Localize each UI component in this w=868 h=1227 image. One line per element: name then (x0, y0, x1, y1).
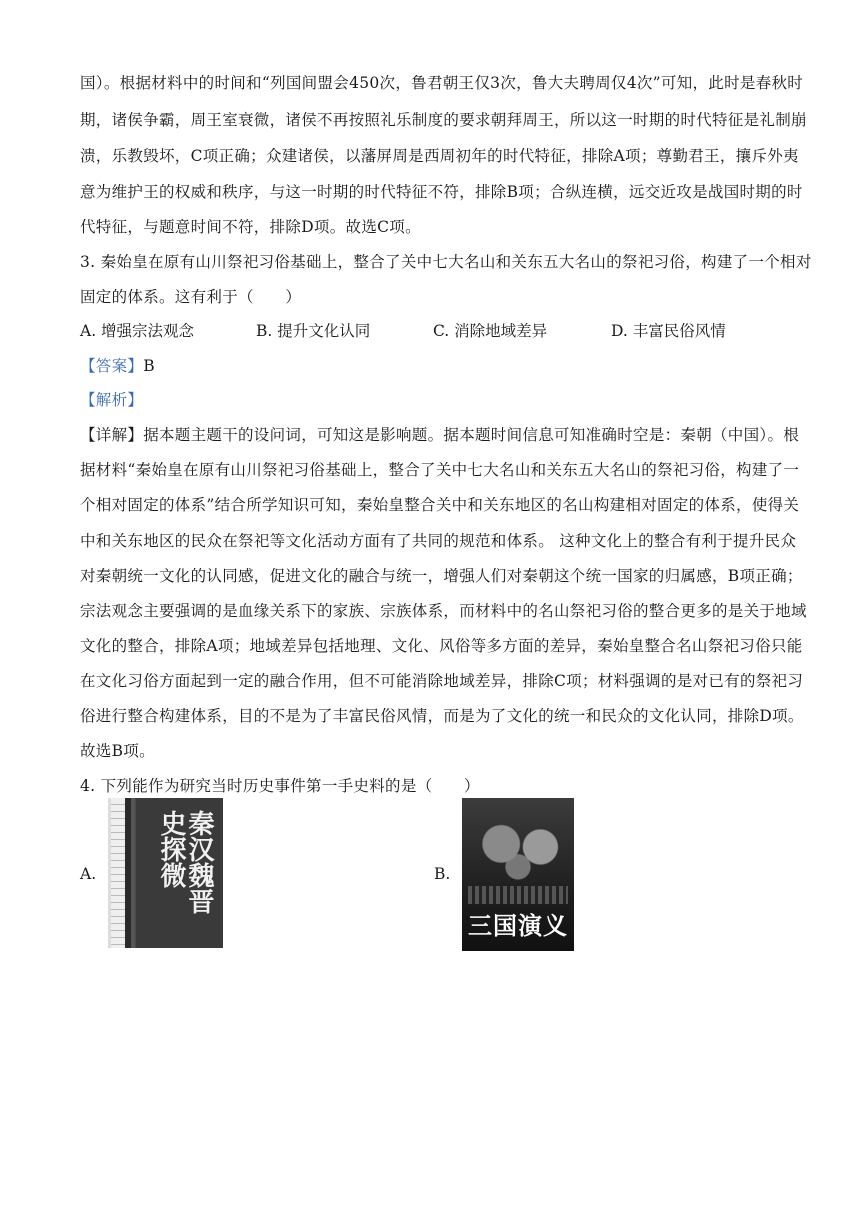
movie-poster-image-b (462, 798, 574, 951)
passage-line: 国）。根据材料中的时间和“列国间盟会450次，鲁君朝王仅3次，鲁大夫聘周仅4次”可知，此时是春秋时 (80, 74, 804, 92)
q3-option-a: A. 增强宗法观念 (80, 322, 195, 340)
passage-line: 期，诸侯争霸，周王室衰微，诸侯不再按照礼乐制度的要求朝拜周王，所以这一时期的时代特征是礼制崩 (80, 111, 807, 129)
cover-a-title: 秦汉魏晋史探微 (156, 810, 214, 914)
q3-option-c: C. 消除地域差异 (433, 322, 548, 340)
detail-line: 宗法观念主要强调的是血缘关系下的家族、宗族体系，而材料中的名山祭祀习俗的整合更多的是关于地域 (80, 602, 807, 620)
cover-stripe (111, 798, 125, 948)
cover-b-title: 三国演义 (468, 911, 568, 940)
book-cover-image-a (108, 798, 223, 948)
q4-stem: 4. 下列能作为研究当时历史事件第一手史料的是（ ） (80, 777, 480, 795)
detail-line: 文化的整合，排除A项；地域差异包括地理、文化、风俗等多方面的差异，秦始皇整合名山祭祀习俗只能 (80, 637, 803, 655)
detail-line: 故选B项。 (80, 742, 155, 760)
answer-value: B (143, 357, 155, 375)
passage-line: 溃，乐教毁坏，C项正确；众建诸侯，以藩屏周是西周初年的时代特征，排除A项；尊勤君王，攘斥外夷 (80, 147, 799, 165)
detail-line: 中和关东地区的民众在祭祀等文化活动方面有了共同的规范和体系。 这种文化上的整合有利于提升民众 (80, 532, 797, 550)
passage-line: 意为维护王的权威和秩序，与这一时期的时代特征不符，排除B项；合纵连横，远交近攻是战国时期的时 (80, 183, 803, 201)
detail-line: 在文化习俗方面起到一定的融合作用，但不可能消除地域差异，排除C项；材料强调的是对已有的祭祀习 (80, 672, 804, 690)
detail-line: 据材料“秦始皇在原有山川祭祀习俗基础上，整合了关中七大名山和关东五大名山的祭祀习俗，构建了一 (80, 461, 800, 479)
q3-stem-line: 固定的体系。这有利于（ ） (80, 288, 302, 306)
poster-crowd (468, 886, 568, 904)
q3-option-d: D. 丰富民俗风情 (611, 322, 726, 340)
q4-option-b-label: B. (434, 865, 451, 883)
detail-line: 【详解】据本题主题干的设问词，可知这是影响题。据本题时间信息可知准确时空是：秦朝（中国）。根 (80, 426, 800, 444)
answer-label: 【答案】 (80, 357, 144, 375)
detail-line: 个相对固定的体系”结合所学知识可知，秦始皇整合关中和关东地区的名山构建相对固定的体系，使得关 (80, 496, 800, 514)
detail-line: 对秦朝统一文化的认同感，促进文化的融合与统一，增强人们对秦朝这个统一国家的归属感，B项正确； (80, 567, 803, 585)
q3-option-b: B. 提升文化认同 (256, 322, 371, 340)
analysis-label: 【解析】 (80, 391, 144, 409)
q4-option-a-label: A. (80, 865, 97, 883)
q3-answer (80, 355, 792, 377)
q3-stem-line: 3. 秦始皇在原有山川祭祀习俗基础上，整合了关中七大名山和关东五大名山的祭祀习俗，构建了一个相对 (80, 253, 812, 271)
detail-line: 俗进行整合构建体系，目的不是为了丰富民俗风情，而是为了文化的统一和民众的文化认同，排除D项。 (80, 707, 804, 725)
passage-line: 代特征，与题意时间不符，排除D项。故选C项。 (80, 218, 421, 236)
